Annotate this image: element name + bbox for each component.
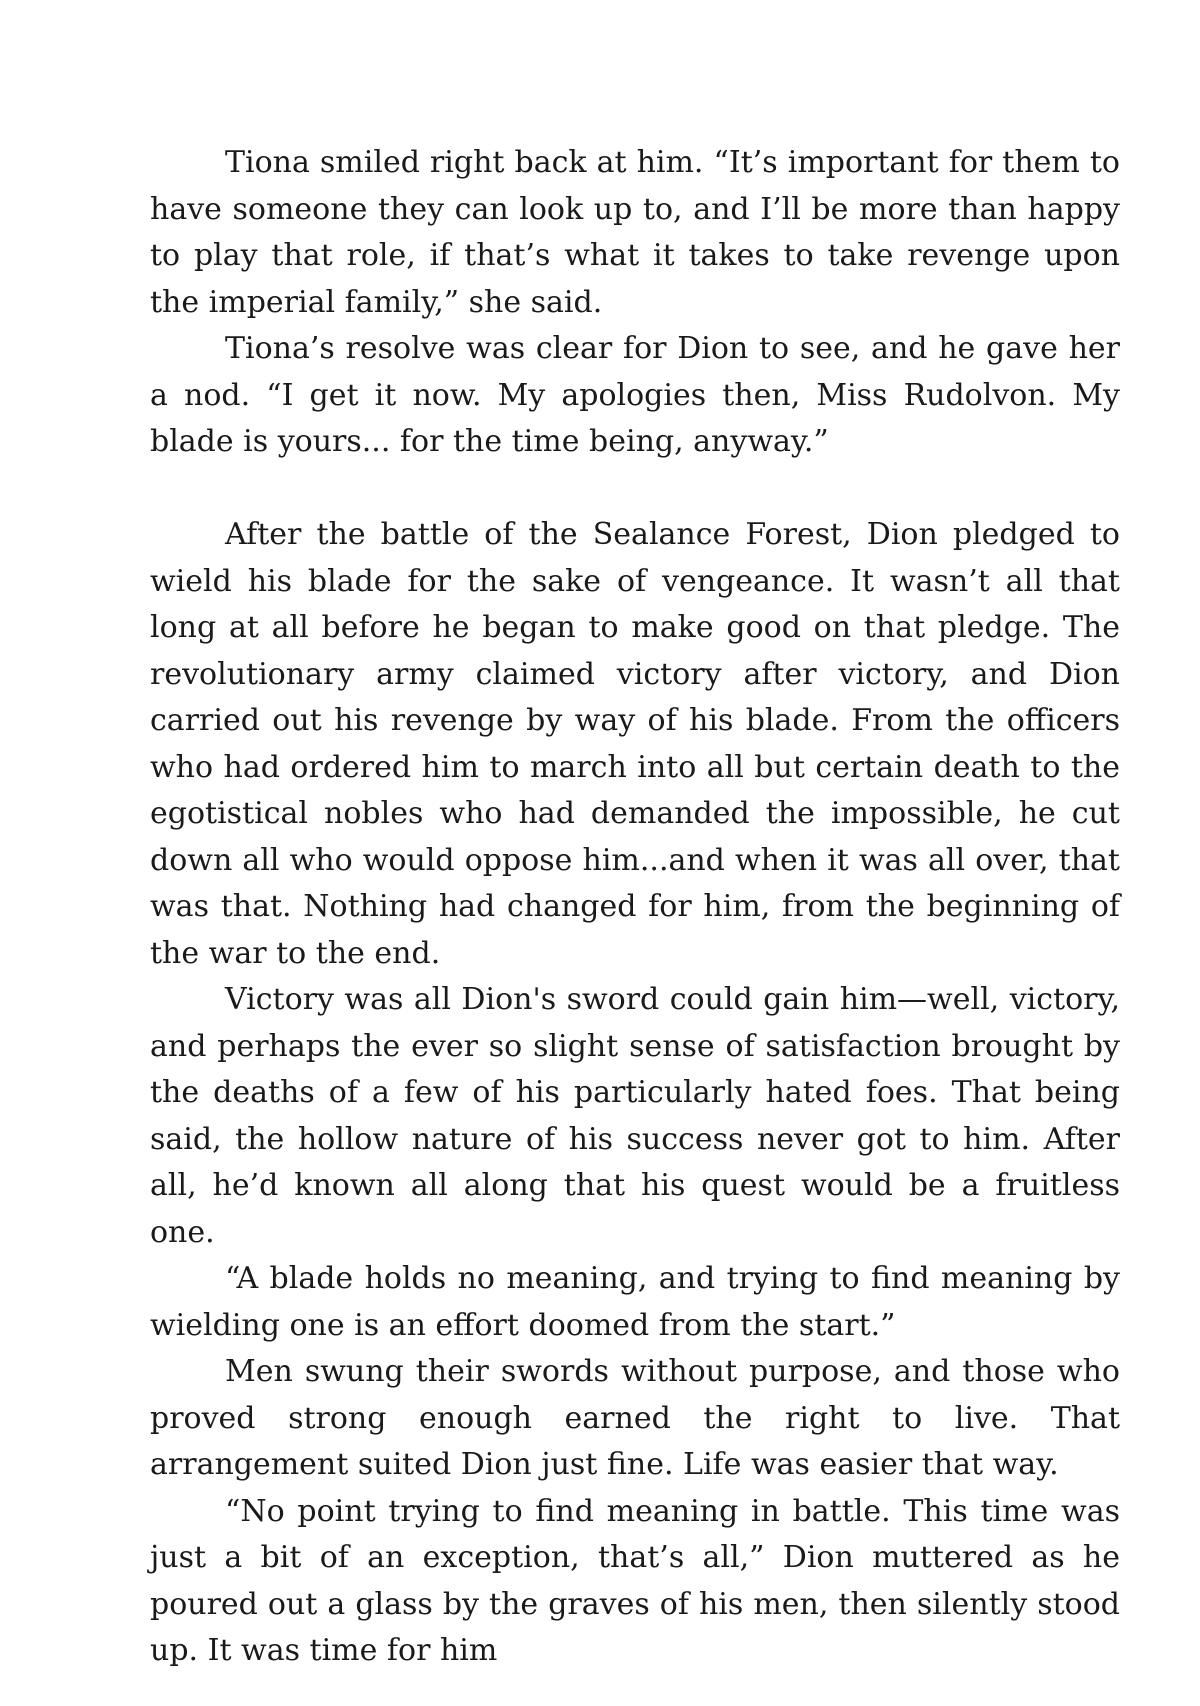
paragraph: “A blade holds no meaning, and trying to find meaning by wielding one is an effort doomed from the start.” [150,1261,1120,1343]
scene-break [150,466,1120,513]
paragraph: Victory was all Dion's sword could gain him—well, victory, and perhaps the ever so slight sense of satisfaction brought by the deaths of a few of his particularly hated foes. That being said, the hollow nature of his success never got to him. After all, he’d known all along that his quest would be a fruitless one. [150,982,1120,1250]
book-page [150,140,1120,1675]
paragraph: Men swung their swords without purpose, and those who proved strong enough earned the right to live. That arrangement suited Dion just fine. Life was easier that way. [150,1354,1120,1482]
paragraph: After the battle of the Sealance Forest, Dion pledged to wield his blade for the sake of vengeance. It wasn’t all that long at all before he began to make good on that pledge. The revolutionary army claimed victory after victory, and Dion carried out his revenge by way of his blade. From the officers who had ordered him to march into all but certain death to the egotistical nobles who had demanded the impossible, he cut down all who would oppose him...and when it was all over, that was that. Nothing had changed for him, from the beginning of the war to the end. [150,517,1120,971]
paragraph: Tiona’s resolve was clear for Dion to see, and he gave her a nod. “I get it now. My apologies then, Miss Rudolvon. My blade is yours... for the time being, anyway.” [150,331,1120,459]
paragraph: Tiona smiled right back at him. “It’s important for them to have someone they can look up to, and I’ll be more than happy to play that role, if that’s what it takes to take revenge upon the imperial family,” she said. [150,145,1120,320]
paragraph: “No point trying to find meaning in battle. This time was just a bit of an exception, that’s all,” Dion muttered as he poured out a glass by the graves of his men, then silently stood up. It was time for him [150,1493,1120,1668]
